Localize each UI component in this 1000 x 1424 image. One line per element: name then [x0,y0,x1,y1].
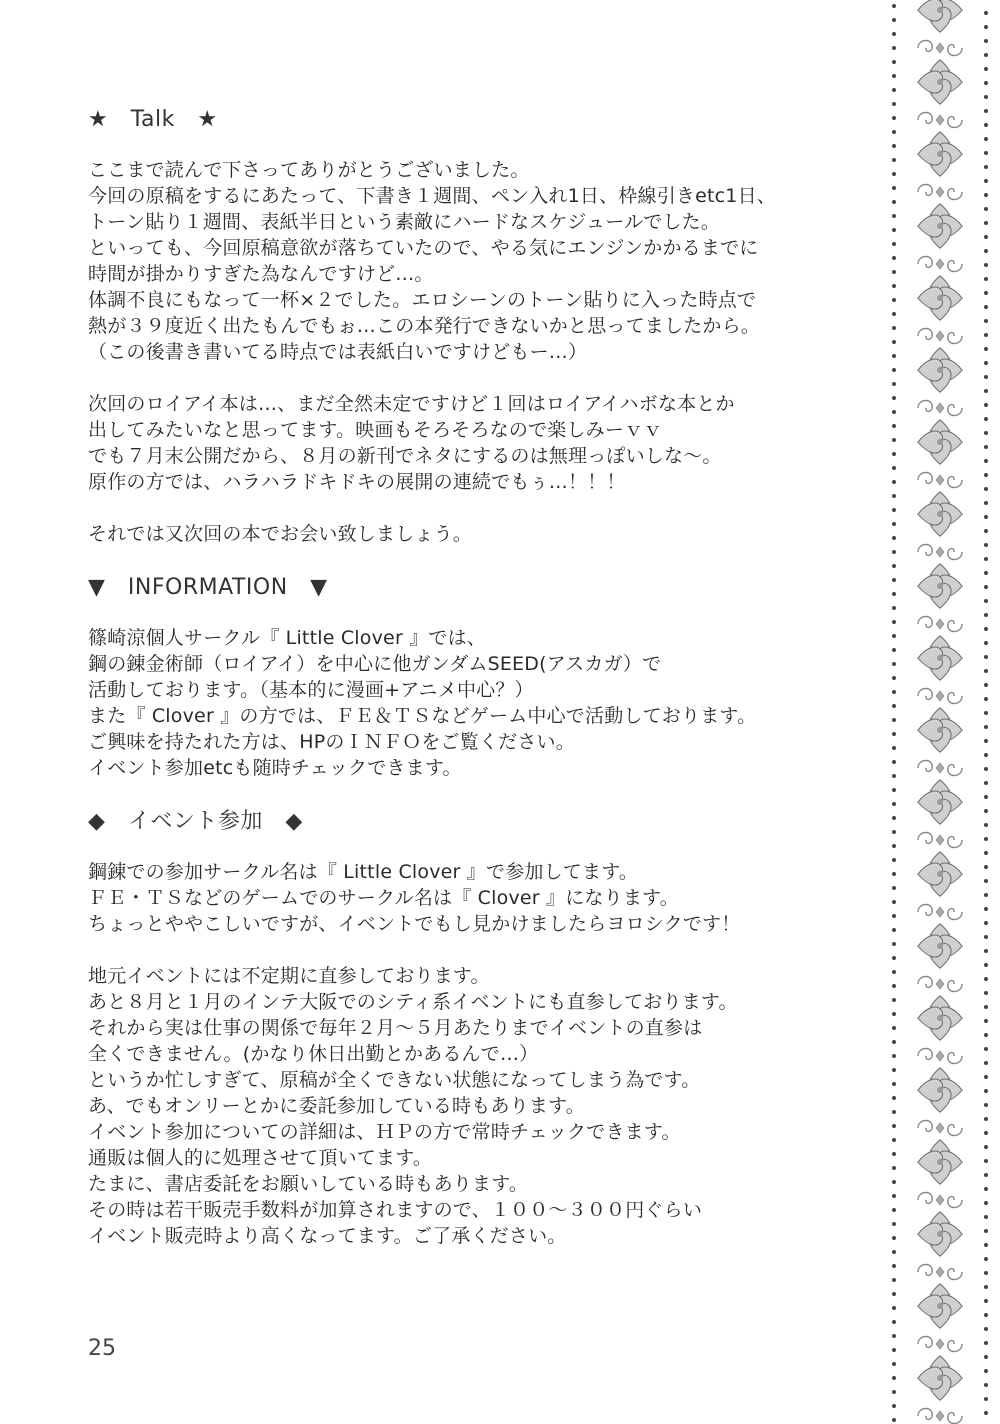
paragraph [88,625,878,781]
border-dot [892,382,896,386]
text-line: ここまで読んで下さってありがとうございました。 [88,159,530,181]
border-dot [984,781,988,785]
border-dot [984,1187,988,1191]
swirl-ornament-icon [918,1049,962,1064]
border-dot [892,746,896,750]
border-dot [892,424,896,428]
section-spacer [88,781,878,807]
text-line: 熱が３９度近く出たもんでもぉ…この本発行できないかと思ってましたから。 [88,315,761,337]
border-dot [984,641,988,645]
border-dot [984,1229,988,1233]
border-dot [984,739,988,743]
border-dot [984,795,988,799]
border-dot [892,1138,896,1142]
text-line: ちょっとややこしいですが、イベントでもし見かけましたらヨロシクです！ [88,913,741,935]
border-dot [984,459,988,463]
clover-heart-icon [918,636,962,680]
heart-clover-border-decoration [880,0,1000,1424]
swirl-ornament-icon [918,329,962,344]
border-dot [984,1341,988,1345]
text-line: ＦＥ・ＴＳなどのゲームでのサークル名は『 Clover 』になります。 [88,887,679,909]
border-dot [984,361,988,365]
text-line: それから実は仕事の関係で毎年２月～５月あたりまでイベントの直参は [88,1017,703,1039]
border-dot [984,1117,988,1121]
border-dot [984,1271,988,1275]
border-dot [892,718,896,722]
border-dot [892,774,896,778]
border-dot [984,1131,988,1135]
border-dot [984,81,988,85]
paragraph [88,963,878,1249]
border-dot [892,508,896,512]
clover-heart-icon [918,1284,962,1328]
border-dot [892,1026,896,1030]
clover-heart-icon [918,780,962,824]
border-dot [984,977,988,981]
clover-heart-icon [918,60,962,104]
border-dot [892,1054,896,1058]
border-dot [892,564,896,568]
border-dot [892,1404,896,1408]
border-dot [892,732,896,736]
border-dot [984,543,988,547]
swirl-ornament-icon [918,1337,962,1352]
text-line: また『 Clover 』の方では、ＦＥ＆ＴＳなどゲーム中心で活動しております。 [88,705,757,727]
border-dot [984,235,988,239]
border-dot [892,452,896,456]
border-dot [984,893,988,897]
border-dot [892,928,896,932]
border-dot [984,711,988,715]
border-dot [984,837,988,841]
border-dot [984,767,988,771]
border-dot [984,613,988,617]
text-line: 鋼の錬金術師（ロイアイ）を中心に他ガンダムSEED(アスカガ）で [88,653,662,675]
border-dot [892,1376,896,1380]
text-line: 地元イベントには不定期に直参しております。 [88,965,490,987]
border-dot [984,1355,988,1359]
border-dot [984,697,988,701]
border-dot [892,872,896,876]
swirl-ornament-icon [918,617,962,632]
border-dot [892,816,896,820]
border-dot [892,116,896,120]
border-dot [892,634,896,638]
border-dot [984,1243,988,1247]
border-dot [984,1411,988,1415]
swirl-ornament-icon [918,1121,962,1136]
border-dot [892,494,896,498]
clover-heart-icon [918,132,962,176]
border-dot [892,886,896,890]
border-dot [892,1096,896,1100]
paragraph [88,391,878,495]
swirl-ornament-icon [918,1193,962,1208]
border-dot [984,1145,988,1149]
border-dot [984,375,988,379]
border-dot [984,571,988,575]
swirl-ornament-icon [918,113,962,128]
border-dot [892,480,896,484]
border-dot [984,39,988,43]
text-line: 次回のロイアイ本は…、まだ全然未定ですけど１回はロイアイハボな本とか [88,393,735,415]
text-line: でも７月末公開だから、８月の新刊でネタにするのは無理っぽいしな～。 [88,445,722,467]
border-dot [984,1047,988,1051]
border-dot [892,270,896,274]
border-dot [892,1306,896,1310]
border-dot [892,1082,896,1086]
heading-spacer [88,837,878,859]
border-dot [892,690,896,694]
border-dot [892,704,896,708]
swirl-ornament-icon [918,473,962,488]
swirl-ornament-icon [918,761,962,776]
border-dot [984,1327,988,1331]
border-dot [984,123,988,127]
border-dot [984,347,988,351]
border-dot [892,662,896,666]
border-dot [984,1089,988,1093]
border-dot [892,326,896,330]
section-heading-information: ▼ INFORMATION ▼ [88,575,328,600]
border-dot [984,417,988,421]
border-dot [892,312,896,316]
border-dot [984,669,988,673]
text-line: 体調不良にもなって一杯×２でした。エロシーンのトーン貼りに入った時点で [88,289,757,311]
text-line: （この後書き書いてる時点では表紙白いですけどもー…） [88,341,588,363]
border-dot [892,788,896,792]
border-dot [984,683,988,687]
border-dot [984,333,988,337]
border-dot [984,515,988,519]
border-dot [984,1005,988,1009]
border-dot [984,473,988,477]
border-dot [892,396,896,400]
border-dot [892,354,896,358]
border-dot [892,60,896,64]
border-dot [892,158,896,162]
border-dot [984,305,988,309]
page-number: 25 [88,1336,116,1361]
text-line: 鋼錬での参加サークル名は『 Little Clover 』で参加してます。 [88,861,639,883]
border-dot [892,1194,896,1198]
border-dot [892,1320,896,1324]
border-dot [984,1173,988,1177]
border-dot [984,599,988,603]
text-line: あ、でもオンリーとかに委託参加している時もあります。 [88,1095,585,1117]
border-dot [892,410,896,414]
border-dot [892,438,896,442]
border-dot [892,1068,896,1072]
border-dot [892,760,896,764]
border-dot [984,1075,988,1079]
border-dot [892,998,896,1002]
text-line: といっても、今回原稿意欲が落ちていたので、やる気にエンジンかかるまでに [88,237,759,259]
border-dot [984,935,988,939]
border-dot [984,445,988,449]
border-dot [984,403,988,407]
border-dot [984,193,988,197]
border-dot [984,907,988,911]
border-dot [984,851,988,855]
paragraph-spacer [88,365,878,391]
clover-heart-icon [918,852,962,896]
border-dot [984,137,988,141]
border-dot [984,725,988,729]
border-dot [892,340,896,344]
clover-heart-icon [918,1356,962,1400]
border-dot [892,466,896,470]
border-dot [892,102,896,106]
border-dot [984,1103,988,1107]
border-dot [984,753,988,757]
text-line: あと８月と１月のインテ大阪でのシティ系イベントにも直参しております。 [88,991,738,1013]
border-dot [984,1201,988,1205]
border-dot [984,991,988,995]
border-dot [892,298,896,302]
border-dot [984,1257,988,1261]
border-dot [892,648,896,652]
border-dot [984,879,988,883]
border-dot [984,529,988,533]
clover-heart-icon [918,924,962,968]
border-dot [892,1418,896,1422]
border-dot [892,46,896,50]
border-dot [984,389,988,393]
heading-spacer [88,135,878,157]
border-dot [892,1292,896,1296]
border-dot [892,676,896,680]
border-dot [892,1236,896,1240]
clover-heart-icon [918,420,962,464]
border-dot [984,109,988,113]
border-dot [892,74,896,78]
border-dot [984,263,988,267]
border-dot [892,144,896,148]
swirl-ornament-icon [918,1409,962,1424]
border-dot [892,578,896,582]
border-dot [892,858,896,862]
border-dot [892,256,896,260]
border-dot [984,1285,988,1289]
border-dot [892,844,896,848]
swirl-ornament-icon [918,833,962,848]
border-dot [892,1348,896,1352]
border-dot [892,620,896,624]
border-dot [892,1040,896,1044]
border-dot [892,130,896,134]
border-dot [984,627,988,631]
border-dot [984,1369,988,1373]
paragraph [88,521,878,547]
border-dot [892,522,896,526]
border-dot [984,207,988,211]
text-line: 出してみたいなと思ってます。映画もそろそろなので楽しみーｖｖ [88,419,663,441]
clover-heart-icon [918,348,962,392]
border-dot [984,1215,988,1219]
border-dot [984,585,988,589]
border-dot [984,865,988,869]
text-line: イベント参加についての詳細は、ＨＰの方で常時チェックできます。 [88,1121,681,1143]
border-dot [984,1061,988,1065]
border-dot [984,1299,988,1303]
border-dot [984,487,988,491]
text-line: 通販は個人的に処理させて頂いてます。 [88,1147,433,1169]
border-dot [892,900,896,904]
border-dot [984,431,988,435]
border-dot [984,25,988,29]
border-dot [984,655,988,659]
border-dot [984,221,988,225]
border-dot [984,11,988,15]
border-dot [892,592,896,596]
swirl-ornament-icon [918,1265,962,1280]
clover-heart-icon [918,276,962,320]
border-dot [892,1222,896,1226]
border-dot [984,1033,988,1037]
text-line: 時間が掛かりすぎた為なんですけど…。 [88,263,434,285]
clover-heart-icon [918,1212,962,1256]
text-line: 全くできません。(かなり休日出勤とかあるんで…） [88,1043,539,1065]
text-line: イベント販売時より高くなってます。ご了承ください。 [88,1225,567,1247]
border-dot [984,921,988,925]
clover-heart-icon [918,0,962,32]
border-dot [892,200,896,204]
border-dot [984,1159,988,1163]
border-dot [984,1397,988,1401]
text-line: 原作の方では、ハラハラドキドキの展開の連続でもぅ…！！！ [88,471,626,493]
swirl-ornament-icon [918,905,962,920]
section-heading-event: ◆ イベント参加 ◆ [88,809,303,834]
border-dot [892,1250,896,1254]
border-dot [984,557,988,561]
border-dot [892,970,896,974]
border-dot [892,1166,896,1170]
border-dot [892,32,896,36]
clover-heart-icon [918,1068,962,1112]
text-line: それでは又次回の本でお会い致しましょう。 [88,523,473,545]
border-dot [984,963,988,967]
border-dot [984,809,988,813]
border-dot [892,550,896,554]
swirl-ornament-icon [918,41,962,56]
section-spacer [88,547,878,573]
border-dot [892,802,896,806]
border-dot [892,1362,896,1366]
paragraph-spacer [88,495,878,521]
section-heading-talk: ★ Talk ★ [88,107,218,132]
border-dot [892,368,896,372]
text-line: というか忙しすぎて、原稿が全くできない状態になってしまう為です。 [88,1069,701,1091]
border-dot [892,1012,896,1016]
border-dot [892,1264,896,1268]
border-dot [892,1334,896,1338]
border-dot [892,942,896,946]
text-line: 篠崎涼個人サークル『 Little Clover 』では、 [88,627,486,649]
border-dot [892,1180,896,1184]
border-dot [892,18,896,22]
border-dot [984,949,988,953]
paragraph-spacer [88,937,878,963]
clover-heart-icon [918,996,962,1040]
border-dot [892,1110,896,1114]
paragraph [88,859,878,937]
border-dot [892,1124,896,1128]
clover-heart-icon [918,1140,962,1184]
border-dot [984,291,988,295]
border-dot [984,67,988,71]
border-dot [892,1390,896,1394]
text-line: ご興味を持たれた方は、HPのＩＮＦＯをご覧ください。 [88,731,575,753]
clover-heart-icon [918,204,962,248]
swirl-ornament-icon [918,689,962,704]
swirl-ornament-icon [918,977,962,992]
clover-heart-icon [918,708,962,752]
border-dot [892,536,896,540]
border-dot [892,284,896,288]
text-line: トーン貼り１週間、表紙半日という素敵にハードなスケジュールでした。 [88,211,721,233]
text-line: たまに、書店委託をお願いしている時もあります。 [88,1173,529,1195]
border-dot [892,606,896,610]
border-dot [892,172,896,176]
border-dot [892,228,896,232]
border-dot [984,319,988,323]
text-line: 活動しております。（基本的に漫画+アニメ中心？） [88,679,534,701]
clover-heart-icon [918,492,962,536]
text-line: その時は若干販売手数料が加算されますので、１００～３００円ぐらい [88,1199,703,1221]
border-dot [984,249,988,253]
swirl-ornament-icon [918,401,962,416]
border-dot [984,165,988,169]
border-dot [892,4,896,8]
text-line: 今回の原稿をするにあたって、下書き１週間、ペン入れ1日、枠線引きetc1日、 [88,185,776,207]
border-dot [984,501,988,505]
border-dot [892,830,896,834]
border-dot [892,186,896,190]
swirl-ornament-icon [918,545,962,560]
border-dot [892,242,896,246]
border-dot [892,914,896,918]
border-dot [892,1278,896,1282]
border-dot [984,1383,988,1387]
swirl-ornament-icon [918,257,962,272]
heading-spacer [88,603,878,625]
border-dot [892,1152,896,1156]
text-line: イベント参加etcも随時チェックできます。 [88,757,462,779]
border-dot [984,53,988,57]
afterword-text-column [88,105,878,1249]
border-dot [892,956,896,960]
paragraph [88,157,878,365]
border-dot [892,1208,896,1212]
swirl-ornament-icon [918,185,962,200]
border-dot [984,95,988,99]
border-dot [892,88,896,92]
border-dot [892,984,896,988]
border-dot [984,1019,988,1023]
border-dot [892,214,896,218]
border-dot [984,151,988,155]
border-dot [984,179,988,183]
clover-heart-icon [918,564,962,608]
border-dot [984,277,988,281]
border-dot [984,823,988,827]
border-dot [984,1313,988,1317]
